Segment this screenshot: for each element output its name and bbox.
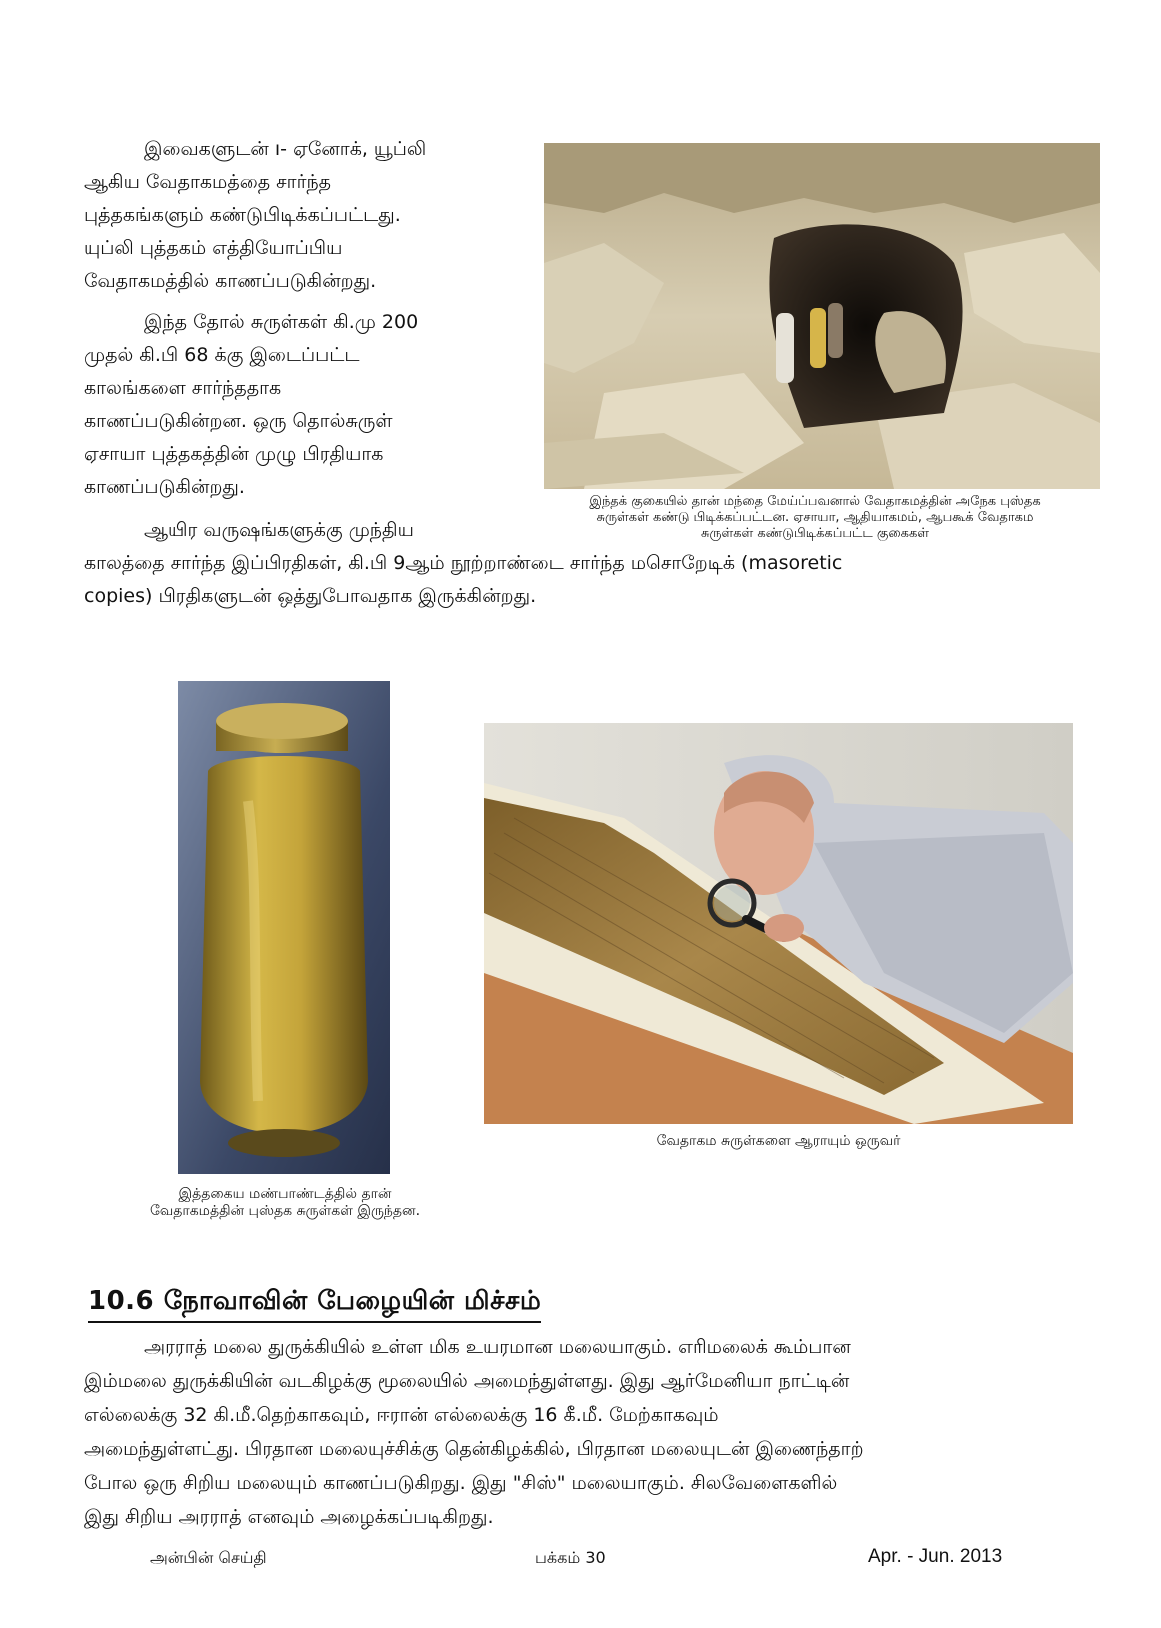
text-line: புத்தகங்களும் கண்டுபிடிக்கப்பட்டது. (84, 204, 401, 226)
cave-photo (544, 143, 1100, 489)
text-line: காலத்தை சார்ந்த இப்பிரதிகள், கி.பி 9ஆம் நூற்றாண்டை சார்ந்த மசொறேடிக் (masoretic (84, 552, 843, 574)
caption-line: இந்தக் குகையில் தான் மந்தை மேய்ப்பவனால் வேதாகமத்தின் அநேக புஸ்தக (589, 494, 1041, 509)
text-line: காணப்படுகின்றது. (84, 476, 245, 498)
text-line: வேதாகமத்தில் காணப்படுகின்றது. (84, 270, 377, 292)
footer-page-number: பக்கம் 30 (535, 1548, 606, 1567)
cave-caption (520, 494, 1110, 542)
intro-paragraph-2 (84, 306, 504, 504)
scroll-examination-photo (484, 723, 1073, 1124)
caption-line: சுருள்கள் கண்டுபிடிக்கப்பட்ட குகைகள் (700, 526, 930, 541)
footer-publication-name: அன்பின் செய்தி (150, 1548, 267, 1567)
text-line: அரராத் மலை துருக்கியில் உள்ள மிக உயரமான மலையாகும். எரிமலைக் கூம்பான (144, 1336, 851, 1358)
section-paragraph (84, 1330, 1084, 1534)
intro-paragraph-3-start (84, 514, 504, 547)
text-line: இம்மலை துருக்கியின் வடகிழக்கு மூலையில் அமைந்துள்ளது. இது ஆர்மேனியா நாட்டின் (84, 1370, 850, 1392)
text-line: இது சிறிய அரராத் எனவும் அழைக்கப்படிகிறது. (84, 1506, 494, 1528)
scroll-caption (484, 1133, 1073, 1149)
text-line: முதல் கி.பி 68 க்கு இடைப்பட்ட (84, 344, 360, 366)
section-heading: 10.6 நோவாவின் பேழையின் மிச்சம் (88, 1286, 541, 1323)
caption-line: இத்தகைய மண்பாண்டத்தில் தான் (178, 1186, 392, 1202)
text-line: இவைகளுடன் ı- ஏனோக், யூப்லி (144, 138, 427, 160)
text-line: ஆயிர வருஷங்களுக்கு முந்திய (144, 519, 414, 541)
text-line: இந்த தோல் சுருள்கள் கி.மு 200 (144, 311, 419, 333)
footer-issue-date: Apr. - Jun. 2013 (868, 1546, 1003, 1567)
clay-jar-painting (178, 681, 390, 1174)
text-line: எல்லைக்கு 32 கி.மீ.தெற்காகவும், ஈரான் எல்லைக்கு 16 கீ.மீ. மேற்காகவும் (84, 1404, 719, 1426)
text-line: காணப்படுகின்றன. ஒரு தொல்சுருள் (84, 410, 393, 432)
text-line: ஏசாயா புத்தகத்தின் முழு பிரதியாக (84, 443, 384, 465)
text-line: காலங்களை சார்ந்ததாக (84, 377, 282, 399)
text-line: அமைந்துள்ளட்து. பிரதான மலையுச்சிக்கு தென்கிழக்கில், பிரதான மலையுடன் இணைந்தாற் (84, 1438, 864, 1460)
text-line: copies) பிரதிகளுடன் ஒத்துபோவதாக இருக்கின்றது. (84, 585, 537, 607)
jar-caption (120, 1186, 450, 1220)
caption-line: வேதாகமத்தின் புஸ்தக சுருள்கள் இருந்தன. (149, 1203, 421, 1219)
intro-paragraph-3-rest (84, 547, 1064, 613)
text-line: யுப்லி புத்தகம் எத்தியோப்பிய (84, 237, 343, 259)
caption-line: சுருள்கள் கண்டு பிடிக்கப்பட்டன. ஏசாயா, ஆதியாகமம், ஆபகூக் வேதாகம (596, 510, 1034, 525)
text-line: போல ஒரு சிறிய மலையும் காணப்படுகிறது. இது "சிஸ்" மலையாகும். சிலவேளைகளில் (84, 1472, 838, 1494)
caption-line: வேதாகம சுருள்களை ஆராயும் ஒருவர் (656, 1133, 901, 1149)
text-line: ஆகிய வேதாகமத்தை சார்ந்த (84, 171, 332, 193)
intro-paragraph-1 (84, 133, 504, 298)
